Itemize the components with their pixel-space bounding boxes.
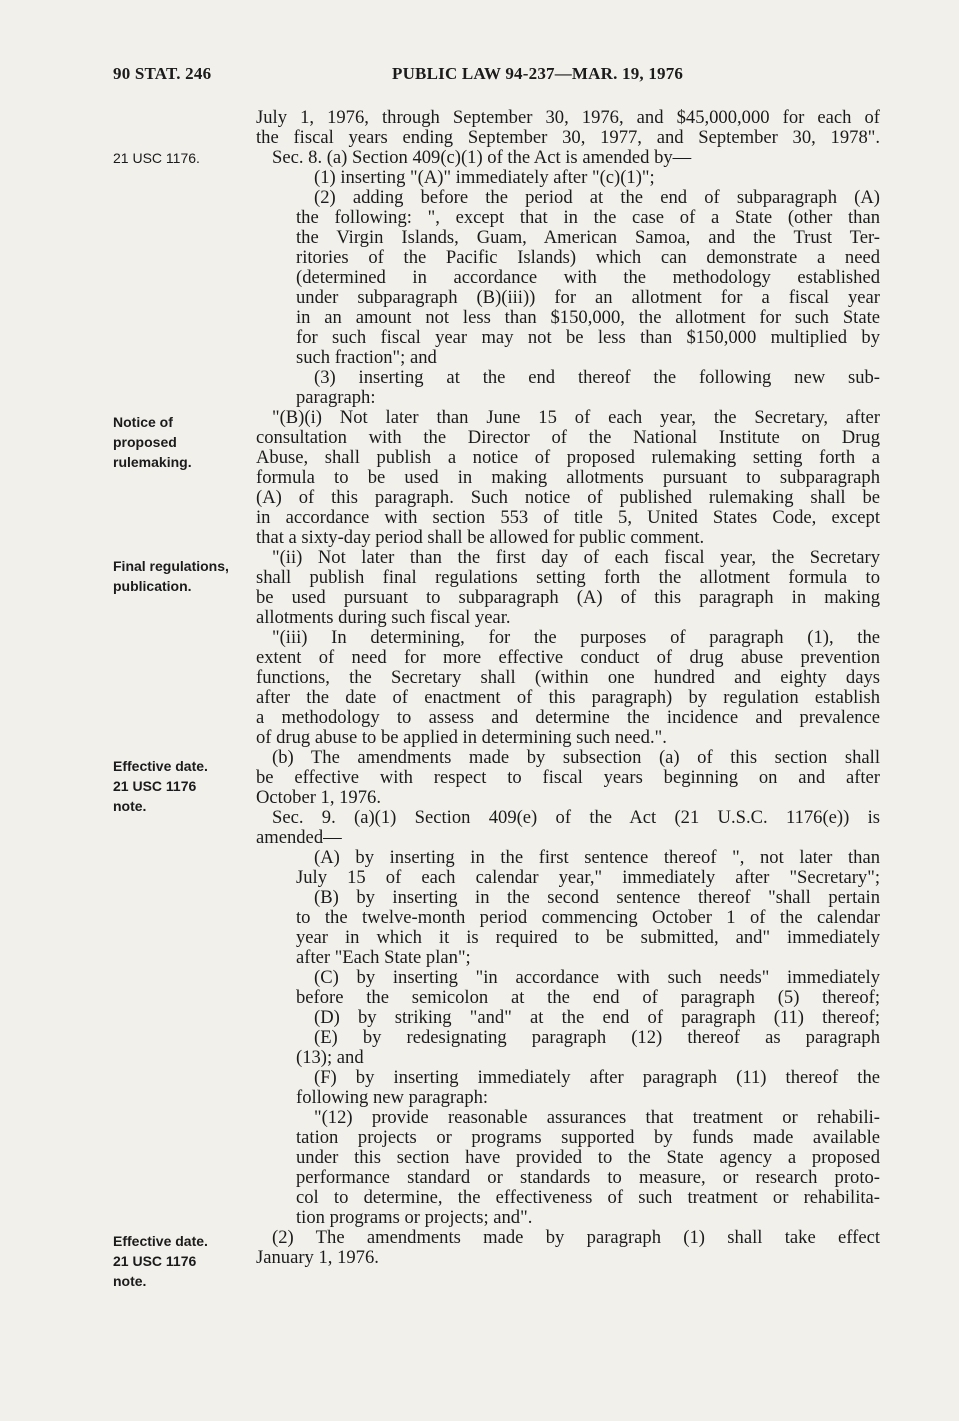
text-line: July 1, 1976, through September 30, 1976, and $45,000,000 for each of: [256, 107, 880, 128]
text-line: consultation with the Director of the National Institute on Drug: [256, 427, 880, 448]
text-line: ritories of the Pacific Islands) which can demonstrate a need: [296, 247, 880, 268]
margin-note-effective-date-1: [113, 756, 248, 816]
text-line: the fiscal years ending September 30, 1977, and September 30, 1978".: [256, 127, 880, 148]
text-line: before the semicolon at the end of paragraph (5) thereof;: [296, 987, 880, 1008]
statute-page-number: 90 STAT. 246: [113, 64, 212, 83]
text-line: (B) by inserting in the second sentence thereof "shall pertain: [314, 887, 880, 908]
text-line: (b) The amendments made by subsection (a) of this section shall: [272, 747, 880, 768]
text-line: (determined in accordance with the methodology established: [296, 267, 880, 288]
text-line: (2) The amendments made by paragraph (1) shall take effect: [272, 1227, 880, 1248]
text-line: "(B)(i) Not later than June 15 of each year, the Secretary, after: [272, 407, 880, 428]
text-line: "(12) provide reasonable assurances that treatment or rehabili-: [314, 1107, 880, 1128]
running-header: PUBLIC LAW 94-237—MAR. 19, 1976: [392, 64, 684, 83]
text-line: under this section have provided to the State agency a proposed: [296, 1147, 880, 1168]
text-line: (A) of this paragraph. Such notice of published rulemaking shall be: [256, 487, 880, 508]
text-line: October 1, 1976.: [256, 787, 381, 808]
text-line: to the twelve-month period commencing October 1 of the calendar: [296, 907, 880, 928]
text-line: Abuse, shall publish a notice of proposed rulemaking setting forth a: [256, 447, 880, 468]
text-line: amended—: [256, 827, 342, 848]
text-line: tation projects or programs supported by funds made available: [296, 1127, 880, 1148]
text-line: after the date of enactment of this paragraph) by regulation establish: [256, 687, 880, 708]
margin-note-line: Effective date.: [113, 1233, 208, 1249]
margin-note-line: 21 USC 1176: [113, 778, 197, 794]
text-line: extent of need for more effective conduct of drug abuse prevention: [256, 647, 880, 668]
text-line: paragraph:: [296, 387, 376, 408]
text-line: "(ii) Not later than the first day of each fiscal year, the Secretary: [272, 547, 880, 568]
text-line: January 1, 1976.: [256, 1247, 379, 1268]
margin-note-final-regulations: [113, 556, 248, 596]
text-line: allotments during such fiscal year.: [256, 607, 511, 628]
text-line: (C) by inserting "in accordance with such needs" immediately: [314, 967, 880, 988]
margin-note-line: Effective date.: [113, 758, 208, 774]
text-line: (3) inserting at the end thereof the following new sub-: [314, 367, 880, 388]
text-line: following new paragraph:: [296, 1087, 489, 1108]
text-line: for such fiscal year may not be less than $150,000 multiplied by: [296, 327, 880, 348]
margin-note-line: 21 USC 1176.: [113, 150, 200, 166]
text-line: the Virgin Islands, Guam, American Samoa, and the Trust Ter-: [296, 227, 880, 248]
text-line: formula to be used in making allotments pursuant to subparagraph: [256, 467, 880, 488]
text-line: (1) inserting "(A)" immediately after "(c)(1)";: [314, 167, 655, 188]
margin-note-line: rulemaking.: [113, 454, 192, 470]
text-line: that a sixty-day period shall be allowed for public comment.: [256, 527, 705, 548]
margin-note-line: Notice of: [113, 414, 173, 430]
text-line: "(iii) In determining, for the purposes of paragraph (1), the: [272, 627, 880, 648]
text-line: in an amount not less than $150,000, the allotment for such State: [296, 307, 880, 328]
text-line: a methodology to assess and determine the incidence and prevalence: [256, 707, 880, 728]
text-line: after "Each State plan";: [296, 947, 471, 968]
text-line: shall publish final regulations setting forth the allotment formula to: [256, 567, 880, 588]
text-line: functions, the Secretary shall (within one hundred and eighty days: [256, 667, 880, 688]
section-8-heading: Sec. 8. (a) Section 409(c)(1) of the Act is amended by—: [272, 147, 692, 168]
text-line: such fraction"; and: [296, 347, 437, 368]
margin-note-line: Final regulations,: [113, 558, 229, 574]
text-line: be used pursuant to subparagraph (A) of this paragraph in making: [256, 587, 880, 608]
text-line: (E) by redesignating paragraph (12) thereof as paragraph: [314, 1027, 880, 1048]
margin-note-line: note.: [113, 1273, 147, 1289]
margin-note-notice-rulemaking: [113, 412, 248, 472]
text-line: performance standard or standards to measure, or research proto-: [296, 1167, 880, 1188]
text-line: (D) by striking "and" at the end of paragraph (11) thereof;: [314, 1007, 880, 1028]
text-line: (13); and: [296, 1047, 364, 1068]
text-line: in accordance with section 553 of title 5, United States Code, except: [256, 507, 880, 528]
text-line: the following: ", except that in the case of a State (other than: [296, 207, 880, 228]
text-line: under subparagraph (B)(iii)) for an allotment for a fiscal year: [296, 287, 880, 308]
text-line: (F) by inserting immediately after paragraph (11) thereof the: [314, 1067, 880, 1088]
section-9-heading: Sec. 9. (a)(1) Section 409(e) of the Act (21 U.S.C. 1176(e)) is: [272, 807, 880, 828]
margin-note-line: 21 USC 1176: [113, 1253, 197, 1269]
text-line: of drug abuse to be applied in determining such need.".: [256, 727, 667, 748]
margin-note-citation-1: [113, 148, 248, 168]
text-line: July 15 of each calendar year," immediately after "Secretary";: [296, 867, 880, 888]
margin-note-line: proposed: [113, 434, 177, 450]
margin-note-line: publication.: [113, 578, 192, 594]
margin-note-effective-date-2: [113, 1231, 248, 1291]
text-line: col to determine, the effectiveness of such treatment or rehabilita-: [296, 1187, 880, 1208]
text-line: tion programs or projects; and".: [296, 1207, 533, 1228]
statute-body: [256, 108, 880, 1268]
text-line: year in which it is required to be submitted, and" immediately: [296, 927, 880, 948]
text-line: (2) adding before the period at the end of subparagraph (A): [314, 187, 880, 208]
margin-note-line: note.: [113, 798, 147, 814]
text-line: (A) by inserting in the first sentence thereof ", not later than: [314, 847, 880, 868]
text-line: be effective with respect to fiscal years beginning on and after: [256, 767, 880, 788]
